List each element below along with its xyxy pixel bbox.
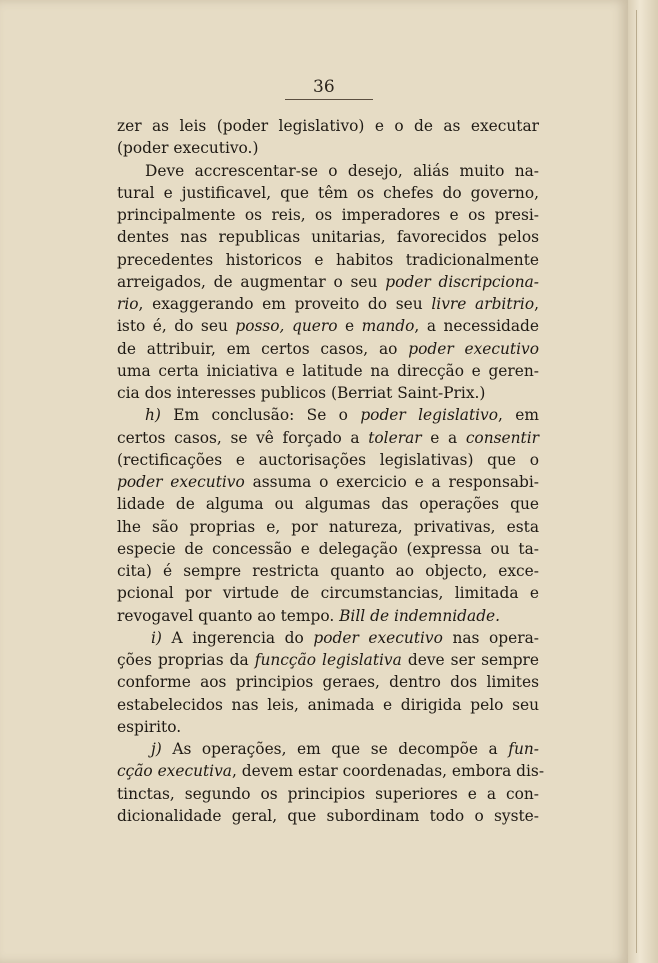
text-line bbox=[117, 516, 539, 538]
italic-text: poder executivo bbox=[313, 628, 443, 647]
text-line bbox=[117, 382, 539, 404]
italic-text: rio bbox=[117, 295, 139, 313]
text-line bbox=[117, 582, 539, 604]
text-line bbox=[117, 671, 539, 693]
text-line bbox=[117, 760, 545, 782]
text-segment: lidade de alguma ou algumas das operações que bbox=[117, 495, 539, 514]
text-segment: conforme aos principios geraes, dentro dos limites bbox=[117, 673, 539, 692]
italic-text: Bill de indemnidade. bbox=[339, 606, 501, 625]
text-segment: principalmente os reis, os imperadores e os presi- bbox=[117, 206, 539, 224]
text-segment: cita) é sempre restricta quanto ao objecto, exce- bbox=[117, 562, 539, 580]
text-segment: dentes nas republicas unitarias, favorecidos pelos bbox=[117, 228, 539, 247]
text-segment: (rectificações e auctorisações legislativas) que o bbox=[117, 450, 539, 469]
italic-text: poder legislativo bbox=[360, 406, 499, 425]
text-line bbox=[117, 137, 539, 159]
page-number: 36 bbox=[313, 77, 335, 97]
text-segment: de attribuir, em certos casos, ao bbox=[117, 339, 409, 358]
italic-text: livre arbitrio bbox=[431, 295, 535, 313]
italic-text: tolerar bbox=[368, 428, 422, 447]
text-line bbox=[117, 605, 539, 627]
text-line bbox=[117, 449, 539, 471]
text-line bbox=[117, 694, 539, 716]
text-segment: assuma o exercicio e a responsabi- bbox=[244, 473, 539, 491]
text-segment: deve ser sempre bbox=[401, 651, 540, 669]
text-segment: certos casos, se vê forçado a bbox=[117, 428, 369, 447]
text-line bbox=[117, 404, 539, 426]
italic-text: cção executiva bbox=[117, 762, 232, 781]
text-segment: tural e justificavel, que têm os chefes do governo, bbox=[117, 183, 539, 202]
text-segment: , devem estar coordenadas, embora dis- bbox=[231, 762, 545, 781]
text-line bbox=[117, 360, 539, 382]
text-line bbox=[117, 471, 539, 493]
text-segment: cia dos interesses publicos (Berriat Saint-Prix.) bbox=[117, 384, 486, 402]
text-line bbox=[117, 627, 539, 649]
text-segment: , bbox=[534, 295, 539, 313]
text-segment: A ingerencia do bbox=[161, 628, 314, 647]
text-segment: Deve accrescentar-se o desejo, aliás muito na- bbox=[145, 161, 539, 180]
text-segment: isto é, do seu bbox=[117, 317, 236, 336]
text-segment: precedentes historicos e habitos tradicionalmente bbox=[117, 250, 539, 269]
text-segment: e a bbox=[421, 428, 466, 447]
text-segment: e bbox=[337, 317, 362, 336]
text-segment: uma certa iniciativa e latitude na direcção e geren- bbox=[117, 361, 539, 380]
italic-text: consentir bbox=[465, 428, 539, 447]
text-line bbox=[117, 560, 539, 582]
text-line bbox=[117, 338, 539, 360]
text-segment: nas opera- bbox=[442, 628, 539, 647]
text-segment: tinctas, segundo os principios superiores e a con- bbox=[117, 784, 539, 803]
text-line bbox=[117, 249, 539, 271]
italic-text: i) bbox=[151, 628, 162, 647]
italic-text: j) bbox=[151, 740, 162, 758]
text-segment: pcional por virtude de circumstancias, limitada e bbox=[117, 584, 539, 603]
text-line bbox=[117, 293, 539, 315]
text-line bbox=[117, 115, 539, 137]
text-segment: estabelecidos nas leis, animada e dirigida pelo seu bbox=[117, 695, 539, 714]
italic-text: poder discripciona- bbox=[385, 272, 539, 291]
text-segment: , a necessidade bbox=[414, 317, 539, 336]
text-segment: arreigados, de augmentar o seu bbox=[117, 272, 386, 291]
text-line bbox=[117, 315, 539, 337]
text-segment: revogavel quanto ao tempo. bbox=[117, 606, 340, 625]
italic-text: mando bbox=[361, 317, 415, 336]
text-line bbox=[117, 182, 539, 204]
text-line bbox=[117, 716, 539, 738]
text-segment: ções proprias da bbox=[117, 651, 255, 669]
text-segment: As operações, em que se decompõe a bbox=[161, 740, 509, 758]
text-line bbox=[117, 427, 539, 449]
text-segment: lhe são proprias e, por natureza, privativas, esta bbox=[117, 517, 539, 536]
text-line bbox=[117, 226, 539, 248]
header-rule bbox=[285, 99, 373, 100]
italic-text: h) bbox=[145, 406, 161, 425]
text-line bbox=[117, 204, 539, 226]
italic-text: poder executivo bbox=[117, 473, 245, 491]
italic-text: poder executivo bbox=[408, 339, 539, 358]
text-segment: zer as leis (poder legislativo) e o de as executar bbox=[117, 117, 539, 135]
text-line bbox=[117, 160, 539, 182]
text-segment: Em conclusão: Se o bbox=[160, 406, 361, 425]
text-line bbox=[117, 649, 539, 671]
text-line bbox=[117, 738, 539, 760]
text-segment: (poder executivo.) bbox=[117, 139, 259, 158]
text-line bbox=[117, 271, 539, 293]
text-line bbox=[117, 538, 539, 560]
text-line bbox=[117, 805, 539, 827]
text-segment: , em bbox=[498, 406, 539, 425]
text-segment: , exaggerando em proveito do seu bbox=[138, 295, 432, 313]
body-text bbox=[117, 115, 545, 827]
italic-text: posso, quero bbox=[235, 317, 338, 336]
italic-text: funcção legislativa bbox=[254, 651, 402, 669]
page-edge bbox=[636, 10, 637, 953]
text-line bbox=[117, 493, 539, 515]
text-segment: especie de concessão e delegação (expressa ou ta- bbox=[117, 539, 539, 558]
text-segment: dicionalidade geral, que subordinam todo o syste- bbox=[117, 806, 539, 825]
book-gutter bbox=[628, 0, 658, 963]
italic-text: fun- bbox=[508, 740, 539, 758]
text-segment: espirito. bbox=[117, 717, 182, 736]
text-line bbox=[117, 783, 539, 805]
